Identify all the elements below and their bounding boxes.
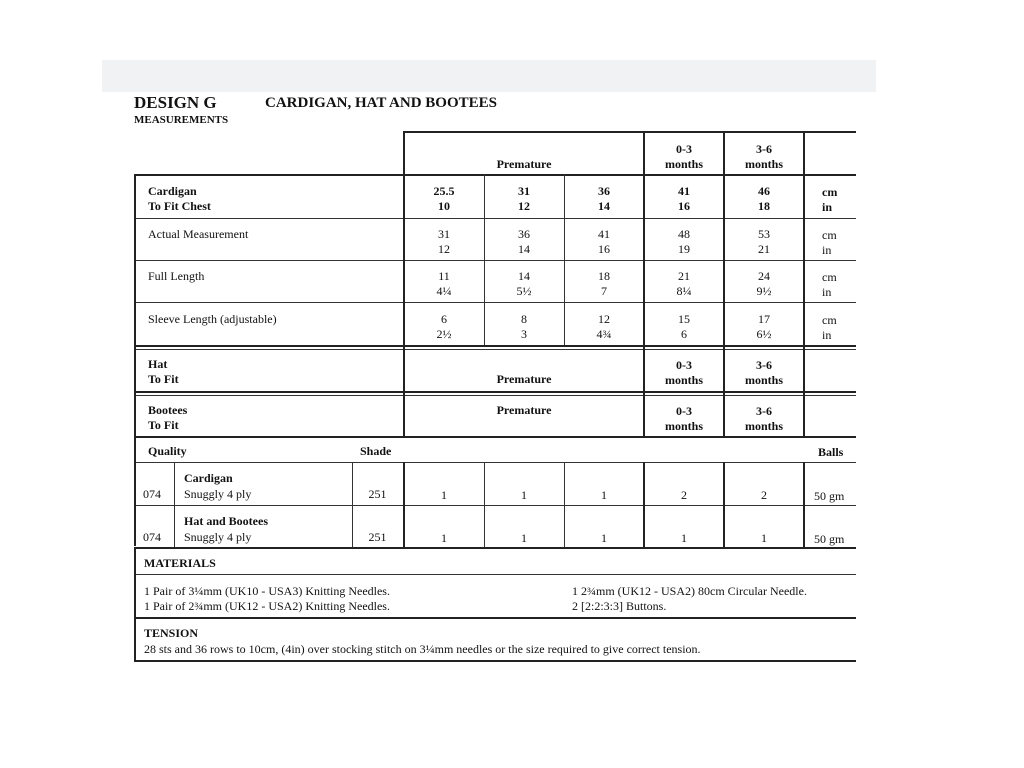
- yarn-code: 074: [143, 530, 161, 544]
- materials-left-2: 1 Pair of 2¾mm (UK12 - USA2) Knitting Needles.: [144, 599, 390, 613]
- yarn-code: 074: [143, 487, 161, 501]
- rule-hat-top-a: [134, 345, 856, 347]
- cell: 4¾: [596, 327, 612, 341]
- row-actual-label: Actual Measurement: [148, 227, 249, 241]
- cell: 12: [598, 312, 610, 326]
- header-premature: Premature: [496, 157, 552, 171]
- bootees-premature: Premature: [496, 403, 552, 417]
- cell: 36: [598, 184, 610, 198]
- cell: 5½: [516, 284, 532, 298]
- rule-row3: [134, 302, 856, 303]
- quality-heading: Quality: [148, 444, 187, 458]
- hat-col4-unit: months: [664, 373, 703, 387]
- vline-left: [134, 174, 136, 546]
- rule-materials-top: [134, 547, 856, 549]
- cell: 1: [601, 488, 607, 502]
- cell: 36: [518, 227, 530, 241]
- cell: 1: [601, 531, 607, 545]
- measurements-label: MEASUREMENTS: [134, 114, 229, 126]
- row-bootees-label: Bootees: [148, 403, 188, 417]
- cell: 6: [441, 312, 447, 326]
- bootees-col5-unit: months: [744, 419, 783, 433]
- rule-row2: [134, 260, 856, 261]
- shade-heading: Shade: [360, 444, 392, 458]
- materials-heading: MATERIALS: [144, 556, 216, 570]
- cell: 2: [761, 488, 767, 502]
- cell: 17: [758, 312, 770, 326]
- design-title: DESIGN G: [134, 93, 217, 112]
- unit-in: in: [822, 328, 832, 342]
- row-bootees-sublabel: To Fit: [148, 418, 179, 432]
- materials-left-1: 1 Pair of 3¼mm (UK10 - USA3) Knitting Needles.: [144, 584, 390, 598]
- cell: 1: [441, 488, 447, 502]
- header-top-rule: [404, 131, 856, 133]
- materials-right-1: 1 2¾mm (UK12 - USA2) 80cm Circular Needle.: [572, 584, 807, 598]
- tension-text: 28 sts and 36 rows to 10cm, (4in) over stocking stitch on 3¼mm needles or the size required to give correct tension.: [144, 642, 701, 656]
- cell: 48: [678, 227, 690, 241]
- header-col5-range: 3-6: [756, 142, 772, 156]
- bootees-col5-range: 3-6: [756, 404, 772, 418]
- cell: 10: [438, 199, 450, 213]
- rule-yarn-mid: [134, 505, 856, 506]
- hat-col4-range: 0-3: [676, 358, 692, 372]
- cell: 21: [758, 242, 770, 256]
- rule-bootees-top-a: [134, 391, 856, 393]
- cell: 12: [438, 242, 450, 256]
- cell: 14: [598, 199, 610, 213]
- yarn-shade: 251: [368, 487, 387, 501]
- cell: 41: [598, 227, 610, 241]
- cell: 16: [598, 242, 610, 256]
- tension-heading: TENSION: [144, 626, 199, 640]
- row-hat-sublabel: To Fit: [148, 372, 179, 386]
- rule-bottom: [134, 660, 856, 662]
- row-hat-label: Hat: [148, 357, 168, 371]
- rule-quality-top: [134, 436, 856, 438]
- cell: 24: [758, 269, 770, 283]
- cell: 1: [521, 488, 527, 502]
- hat-col5-range: 3-6: [756, 358, 772, 372]
- rule-rows-top: [134, 174, 856, 176]
- cell: 1: [441, 531, 447, 545]
- design-subtitle: CARDIGAN, HAT AND BOOTEES: [265, 95, 497, 111]
- top-band: [102, 60, 876, 92]
- balls-heading: Balls: [818, 445, 844, 459]
- row-sleeve-label: Sleeve Length (adjustable): [148, 312, 277, 326]
- yarn-shade: 251: [368, 530, 387, 544]
- header-col4-range: 0-3: [676, 142, 692, 156]
- cell: 46: [758, 184, 770, 198]
- cell: 16: [678, 199, 690, 213]
- row-cardigan-sublabel: To Fit Chest: [148, 199, 211, 213]
- cell: 1: [681, 531, 687, 545]
- cell: 1: [761, 531, 767, 545]
- rule-materials-mid: [134, 574, 856, 575]
- unit-in: in: [822, 200, 833, 214]
- row-cardigan-label: Cardigan: [148, 184, 197, 198]
- rule-row1: [134, 218, 856, 219]
- unit-cm: cm: [822, 185, 838, 199]
- cell: 14: [518, 242, 530, 256]
- rule-tension-top: [134, 617, 856, 619]
- rule-bootees-top-b: [134, 395, 856, 396]
- hat-premature: Premature: [496, 372, 552, 386]
- yarn-unit: 50 gm: [814, 532, 845, 546]
- yarn-item: Cardigan: [184, 471, 233, 485]
- cell: 2: [681, 488, 687, 502]
- materials-right-2: 2 [2:2:3:3] Buttons.: [572, 599, 667, 613]
- cell: 21: [678, 269, 690, 283]
- cell: 8: [521, 312, 527, 326]
- cell: 31: [518, 184, 530, 198]
- cell: 12: [518, 199, 530, 213]
- cell: 6: [681, 327, 687, 341]
- yarn-item: Hat and Bootees: [184, 514, 268, 528]
- rule-hat-top-b: [134, 349, 856, 350]
- unit-cm: cm: [822, 270, 837, 284]
- unit-in: in: [822, 285, 832, 299]
- unit-cm: cm: [822, 228, 837, 242]
- cell: 1: [521, 531, 527, 545]
- cell: 4¼: [436, 284, 452, 298]
- cell: 2½: [436, 327, 452, 341]
- cell: 11: [438, 269, 450, 283]
- cell: 53: [758, 227, 770, 241]
- cell: 9½: [756, 284, 772, 298]
- vline-left-lower: [134, 547, 136, 661]
- cell: 15: [678, 312, 690, 326]
- bootees-col4-unit: months: [664, 419, 703, 433]
- cell: 6½: [756, 327, 772, 341]
- cell: 19: [678, 242, 690, 256]
- vline-code: [174, 462, 175, 547]
- unit-in: in: [822, 243, 832, 257]
- unit-cm: cm: [822, 313, 837, 327]
- row-full-length-label: Full Length: [148, 269, 205, 283]
- cell: 3: [521, 327, 527, 341]
- yarn-name: Snuggly 4 ply: [184, 530, 252, 544]
- cell: 7: [601, 284, 607, 298]
- hat-col5-unit: months: [744, 373, 783, 387]
- cell: 41: [678, 184, 690, 198]
- rule-yarn-top: [134, 462, 856, 463]
- yarn-unit: 50 gm: [814, 489, 845, 503]
- cell: 31: [438, 227, 450, 241]
- cell: 25.5: [433, 184, 455, 198]
- cell: 14: [518, 269, 530, 283]
- yarn-name: Snuggly 4 ply: [184, 487, 252, 501]
- cell: 18: [758, 199, 770, 213]
- header-col5-unit: months: [744, 157, 783, 171]
- cell: 8¼: [676, 284, 692, 298]
- header-col4-unit: months: [664, 157, 703, 171]
- cell: 18: [598, 269, 610, 283]
- bootees-col4-range: 0-3: [676, 404, 692, 418]
